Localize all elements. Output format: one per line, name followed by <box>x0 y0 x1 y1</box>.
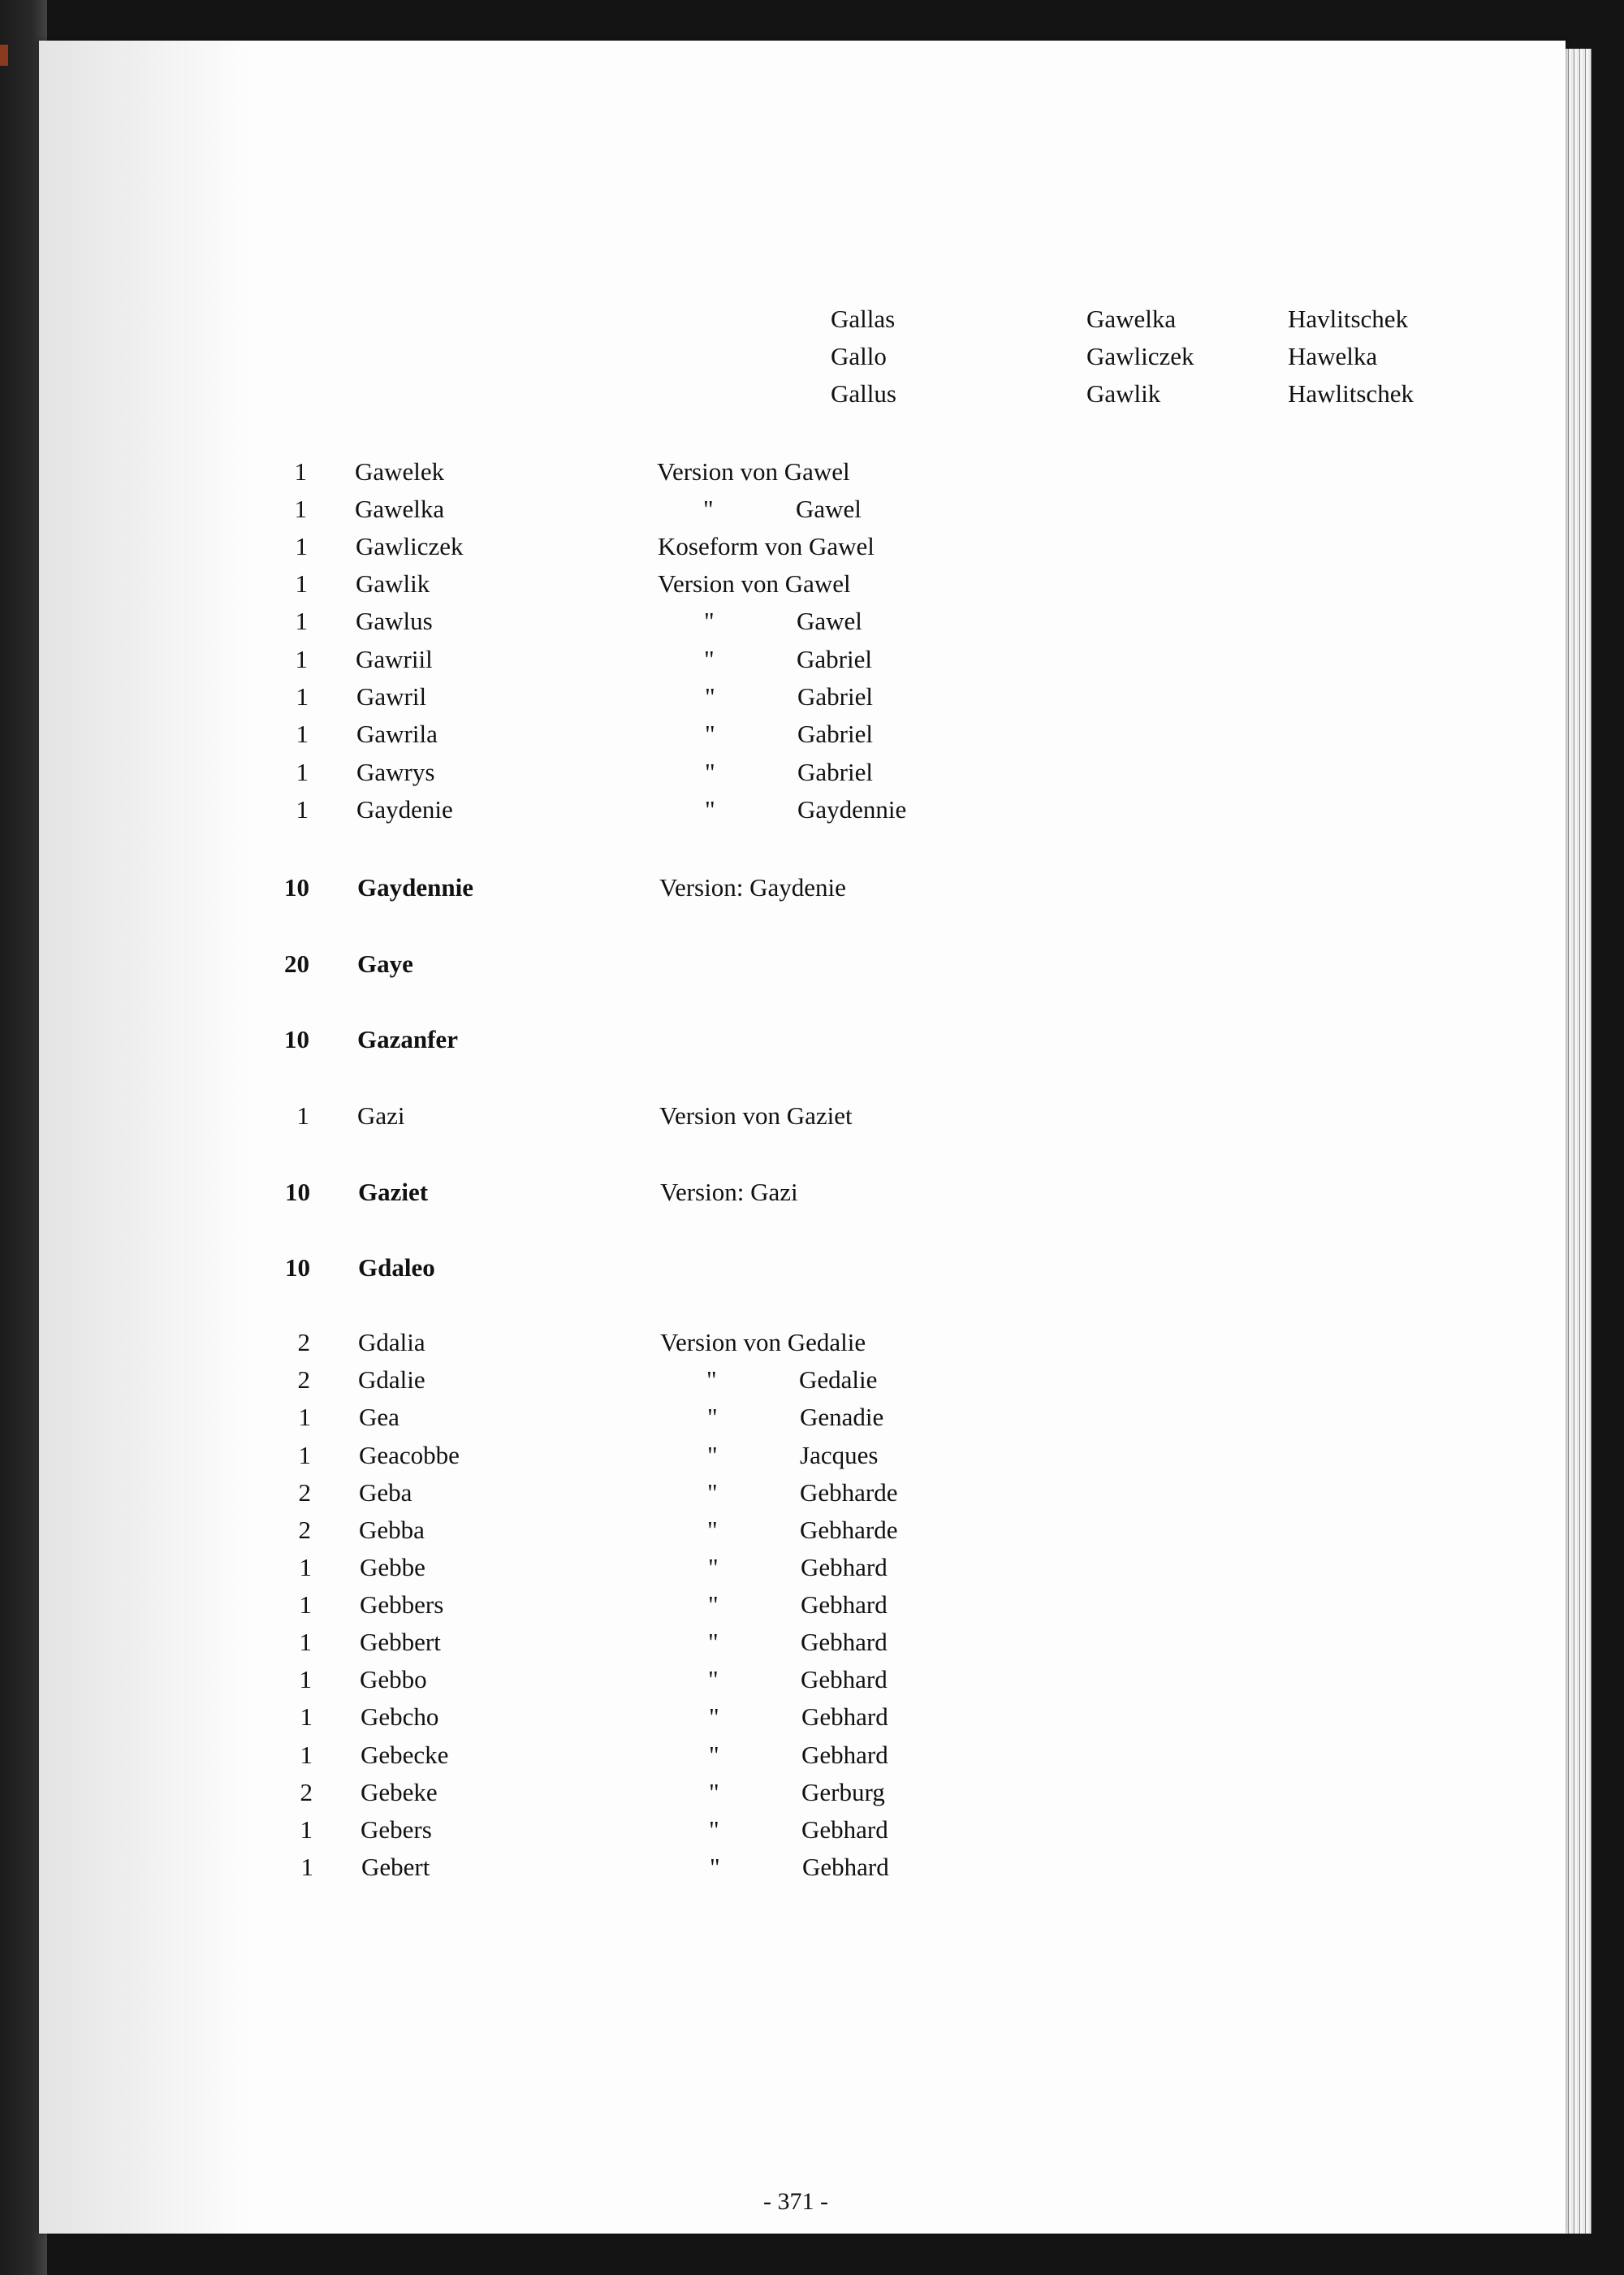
entry-count: 2 <box>298 1516 311 1544</box>
ditto-mark: " <box>709 1702 719 1731</box>
entry-count: 1 <box>298 1403 311 1431</box>
binding-mark <box>0 45 8 66</box>
ditto-mark: " <box>705 758 715 786</box>
entry-count: 2 <box>298 1478 311 1507</box>
entry-reference: Gebhard <box>801 1665 888 1693</box>
entry-count: 1 <box>294 457 307 486</box>
entry-reference: Gebhard <box>801 1590 888 1619</box>
ditto-mark: " <box>705 720 715 748</box>
entry-name: Geba <box>359 1478 412 1507</box>
entry-name: Gawlik <box>356 569 430 598</box>
entry-reference: Gedalie <box>799 1365 878 1394</box>
entry-name: Gebbe <box>360 1553 425 1581</box>
entry-reference: Gabriel <box>797 645 872 673</box>
ditto-mark: " <box>710 1853 720 1881</box>
entry-name: Gebbo <box>360 1665 427 1693</box>
entry-reference: Genadie <box>800 1403 884 1431</box>
ditto-mark: " <box>707 1403 718 1431</box>
entry-name: Gawliczek <box>356 532 464 560</box>
entry-name: Gdaleo <box>358 1253 435 1282</box>
entry-count: 1 <box>300 1702 313 1731</box>
ditto-mark: " <box>704 645 715 673</box>
ditto-mark: " <box>707 1516 718 1544</box>
entry-note: Koseform von Gawel <box>658 532 875 560</box>
entry-count: 1 <box>296 720 309 748</box>
entry-count: 1 <box>296 758 309 786</box>
entry-reference: Gawel <box>796 495 862 523</box>
ditto-mark: " <box>707 1478 718 1507</box>
ditto-mark: " <box>709 1778 719 1806</box>
entry-name: Gaziet <box>358 1178 429 1206</box>
entry-name: Gawrila <box>356 720 438 748</box>
book-page <box>39 41 1566 2234</box>
ditto-mark: " <box>709 1741 719 1769</box>
ditto-mark: " <box>708 1665 719 1693</box>
entry-count: 10 <box>284 873 309 902</box>
entry-reference: Jacques <box>800 1441 879 1469</box>
entry-name: Gawrys <box>356 758 435 786</box>
entry-count: 1 <box>295 607 308 635</box>
entry-note: Version von Gaziet <box>659 1101 853 1130</box>
entry-name: Gebcho <box>361 1702 439 1731</box>
header-name: Havlitschek <box>1288 305 1409 333</box>
entry-name: Gawril <box>356 682 427 711</box>
entry-name: Gawriil <box>356 645 433 673</box>
entry-reference: Gebhard <box>802 1853 889 1881</box>
entry-reference: Gerburg <box>801 1778 885 1806</box>
ditto-mark: " <box>708 1553 719 1581</box>
entry-name: Gebert <box>361 1853 430 1881</box>
entry-count: 1 <box>296 1101 309 1130</box>
entry-count: 1 <box>299 1628 312 1656</box>
entry-note: Version von Gawel <box>657 457 850 486</box>
header-name: Hawlitschek <box>1288 379 1414 408</box>
header-name: Gallus <box>831 379 896 408</box>
entry-name: Gazanfer <box>357 1025 458 1053</box>
page-number: - 371 - <box>763 2188 828 2215</box>
entry-reference: Gabriel <box>797 758 873 786</box>
entry-name: Gawelek <box>355 457 445 486</box>
entry-count: 1 <box>300 1815 313 1844</box>
entry-name: Gawelka <box>355 495 445 523</box>
entry-count: 1 <box>296 682 309 711</box>
entry-reference: Gebhard <box>801 1741 888 1769</box>
entry-name: Gaydenie <box>356 795 453 824</box>
entry-name: Gebeke <box>361 1778 438 1806</box>
entry-reference: Gebhard <box>801 1628 888 1656</box>
entry-count: 1 <box>295 532 308 560</box>
ditto-mark: " <box>706 1365 717 1394</box>
entry-count: 1 <box>299 1665 312 1693</box>
entry-name: Gebbert <box>360 1628 441 1656</box>
entry-name: Gea <box>359 1403 400 1431</box>
ditto-mark: " <box>703 495 714 523</box>
entry-count: 1 <box>300 1741 313 1769</box>
entry-count: 2 <box>297 1328 310 1356</box>
entry-name: Gebecke <box>361 1741 449 1769</box>
entry-reference: Gebhard <box>801 1815 888 1844</box>
entry-note: Version von Gawel <box>658 569 851 598</box>
entry-count: 10 <box>285 1178 310 1206</box>
entry-reference: Gebharde <box>800 1516 898 1544</box>
entry-reference: Gabriel <box>797 682 873 711</box>
entry-count: 1 <box>296 795 309 824</box>
entry-count: 1 <box>299 1553 312 1581</box>
entry-name: Gdalia <box>358 1328 425 1356</box>
header-name: Gawlik <box>1086 379 1161 408</box>
ditto-mark: " <box>705 795 715 824</box>
entry-note: Version von Gedalie <box>660 1328 866 1356</box>
entry-name: Gebba <box>359 1516 425 1544</box>
entry-reference: Gebharde <box>800 1478 898 1507</box>
entry-name: Gdalie <box>358 1365 425 1394</box>
ditto-mark: " <box>707 1441 718 1469</box>
entry-count: 1 <box>300 1853 313 1881</box>
entry-note: Version: Gazi <box>660 1178 798 1206</box>
entry-count: 2 <box>297 1365 310 1394</box>
entry-name: Gebers <box>361 1815 432 1844</box>
entry-note: Version: Gaydenie <box>659 873 846 902</box>
header-name: Gawelka <box>1086 305 1177 333</box>
header-name: Gallo <box>831 342 887 370</box>
entry-count: 1 <box>299 1590 312 1619</box>
entry-name: Gebbers <box>360 1590 444 1619</box>
ditto-mark: " <box>708 1628 719 1656</box>
header-name: Hawelka <box>1288 342 1378 370</box>
entry-count: 2 <box>300 1778 313 1806</box>
entry-count: 10 <box>284 1025 309 1053</box>
entry-reference: Gawel <box>797 607 862 635</box>
entry-reference: Gebhard <box>801 1553 888 1581</box>
entry-reference: Gabriel <box>797 720 873 748</box>
entry-count: 1 <box>295 569 308 598</box>
entry-count: 20 <box>284 949 309 978</box>
entry-count: 1 <box>298 1441 311 1469</box>
entry-count: 1 <box>295 645 308 673</box>
ditto-mark: " <box>705 682 715 711</box>
entry-name: Gazi <box>357 1101 405 1130</box>
entry-name: Gaye <box>357 949 413 978</box>
header-name: Gallas <box>831 305 896 333</box>
entry-count: 10 <box>285 1253 310 1282</box>
entry-count: 1 <box>294 495 307 523</box>
ditto-mark: " <box>709 1815 719 1844</box>
entry-name: Gawlus <box>356 607 433 635</box>
ditto-mark: " <box>708 1590 719 1619</box>
header-name: Gawliczek <box>1086 342 1194 370</box>
entry-reference: Gebhard <box>801 1702 888 1731</box>
entry-name: Gaydennie <box>357 873 473 902</box>
entry-reference: Gaydennie <box>797 795 907 824</box>
entry-name: Geacobbe <box>359 1441 460 1469</box>
ditto-mark: " <box>704 607 715 635</box>
